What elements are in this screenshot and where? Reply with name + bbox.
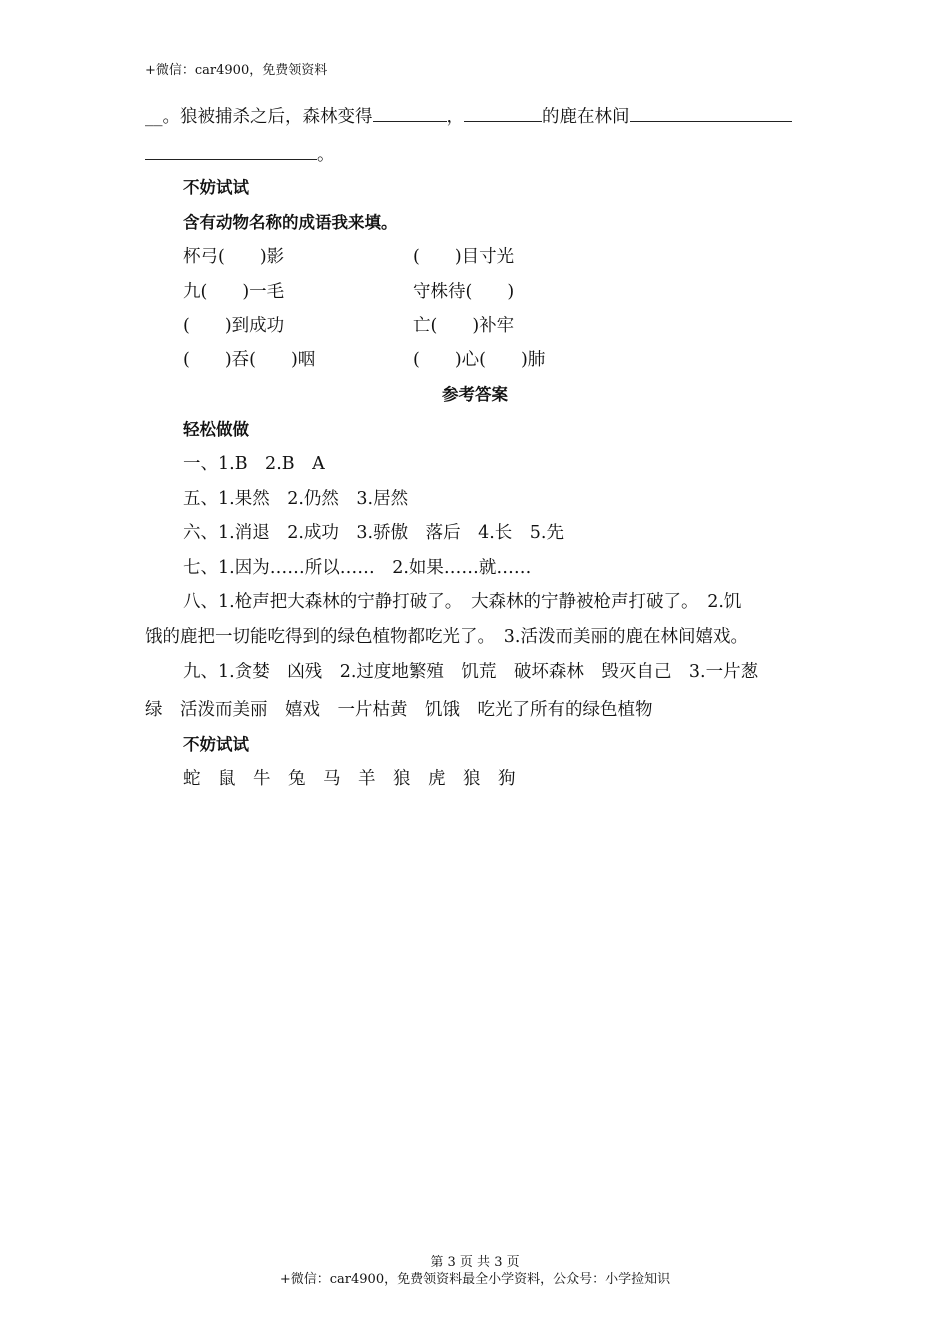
fill-blank-3[interactable] — [630, 104, 792, 122]
idiom-item: 亡( )补牢 — [413, 316, 515, 336]
passage-text-2: ， — [446, 107, 464, 127]
fill-blank-2[interactable] — [464, 104, 542, 122]
idiom-row — [183, 348, 810, 372]
page-number: 第 3 页 共 3 页 — [430, 1255, 520, 1270]
header-note: +微信：car4900，免费领资料 — [145, 63, 328, 78]
passage-text-3: 的鹿在林间 — [542, 107, 630, 127]
answers-try-title: 不妨试试 — [183, 735, 249, 754]
answer-item: 七、1.因为……所以…… 2.如果……就…… — [183, 558, 532, 578]
footer-note: +微信：car4900，免费领资料最全小学资料，公众号：小学捡知识 — [279, 1272, 671, 1287]
answers-easy-title: 轻松做做 — [183, 420, 249, 439]
answer-item-8-line-2: 饿的鹿把一切能吃得到的绿色植物都吃光了。 3.活泼而美丽的鹿在林间嬉戏。 — [145, 627, 748, 647]
section-instruction: 含有动物名称的成语我来填。 — [183, 213, 398, 232]
fill-blank-1[interactable] — [373, 104, 447, 122]
passage-text-1: 。狼被捕杀之后，森林变得 — [162, 107, 373, 127]
answer-item: 六、1.消退 2.成功 3.骄傲 落后 4.长 5.先 — [183, 523, 564, 543]
idiom-item: ( )目寸光 — [413, 247, 515, 267]
idiom-item: ( )吞( )咽 — [183, 350, 316, 370]
answer-item-9-line-2: 绿 活泼而美丽 嬉戏 一片枯黄 饥饿 吃光了所有的绿色植物 — [145, 700, 653, 720]
idiom-row — [183, 245, 810, 269]
passage-end: 。 — [317, 145, 335, 165]
passage-line-1 — [145, 104, 810, 129]
lead-blank: __ — [145, 107, 163, 127]
fill-blank-4[interactable] — [145, 142, 317, 160]
idiom-item: ( )到成功 — [183, 316, 285, 336]
answer-item-9-line-1: 九、1.贪婪 凶残 2.过度地繁殖 饥荒 破坏森林 毁灭自己 3.一片葱 — [183, 662, 759, 682]
answers-title: 参考答案 — [442, 385, 508, 404]
passage-line-2 — [145, 142, 810, 167]
answers-try-answer: 蛇 鼠 牛 兔 马 羊 狼 虎 狼 狗 — [183, 769, 516, 789]
idiom-row — [183, 280, 810, 304]
answer-item: 一、1.B 2.B A — [183, 454, 325, 474]
idiom-item: 九( )一毛 — [183, 282, 285, 302]
idiom-row — [183, 314, 810, 338]
idiom-item: 杯弓( )影 — [183, 247, 285, 267]
section-title-try: 不妨试试 — [183, 178, 249, 197]
idiom-item: ( )心( )肺 — [413, 350, 546, 370]
answer-item-8-line-1: 八、1.枪声把大森林的宁静打破了。 大森林的宁静被枪声打破了。 2.饥 — [183, 592, 742, 612]
idiom-item: 守株待( ) — [413, 282, 515, 302]
answer-item: 五、1.果然 2.仍然 3.居然 — [183, 489, 409, 509]
